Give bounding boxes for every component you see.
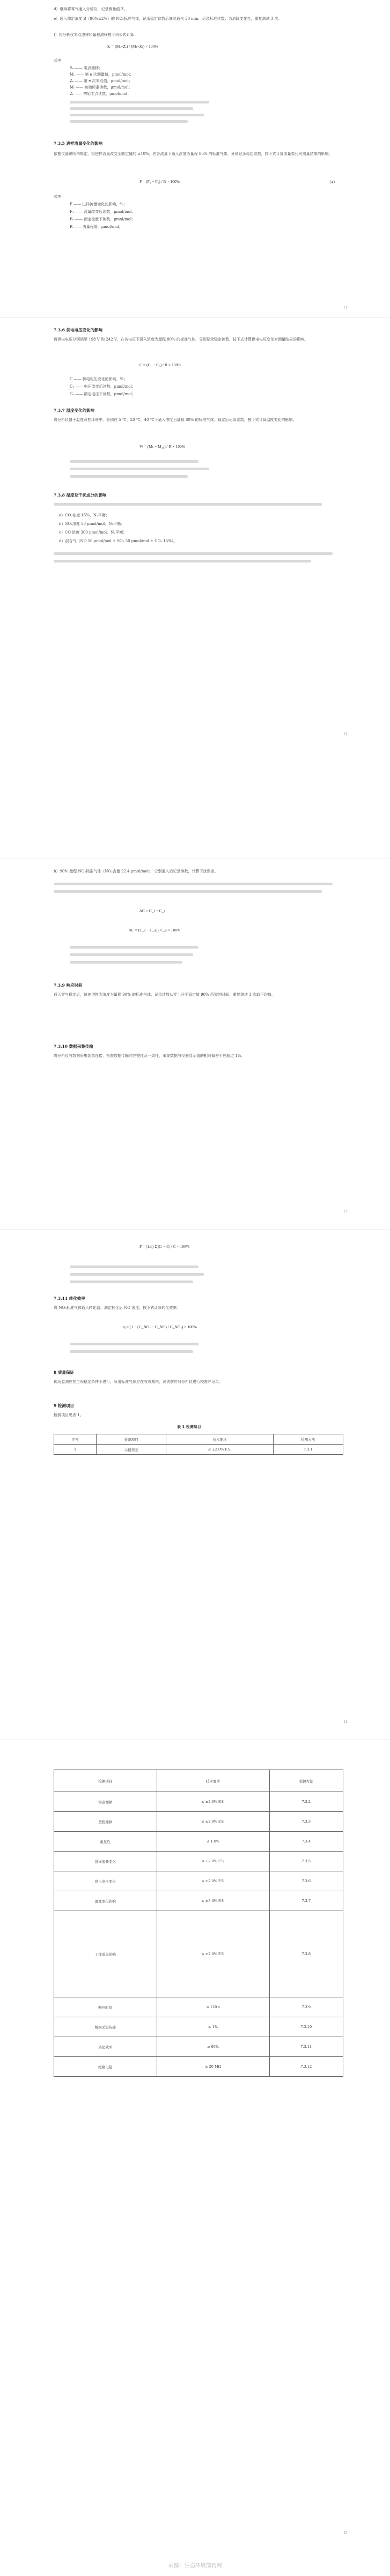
text-line (54, 503, 322, 506)
table-cell: 数据采集传输 (54, 2017, 157, 2037)
table-cell: ≤ ±2.0% F.S. (157, 1812, 269, 1832)
section-paragraph: 依据仪器说明书规定，将进样流量改变至额定值的 ±10%，在各流量下通入浓度为量程 80% 的标准气体，分别记录稳定读数，按下式计算流量变化对测量结果的影响。 (54, 152, 333, 156)
section-paragraph: b）90% 量程 NO₂标准气体（NO₂含量 22.4 μmol/mol），分别通入后记录读数，计算干扰误差。 (54, 869, 218, 874)
table-cell: 7.3.4 (269, 1832, 343, 1852)
table-cell: 7.3.2 (269, 1792, 343, 1812)
table-cell: ≤ 1% (157, 2017, 269, 2037)
formula-6: ΔC = (C_i − C_s) / C_s × 100% (129, 928, 181, 932)
page-number: 12 (343, 732, 348, 736)
text-line (70, 101, 209, 103)
source-watermark: 来源：生态环境部官网 (168, 2563, 222, 2569)
formula-7: P = (1/n) Σ |Cᵢ − C̄| / C̄ × 100% (139, 1244, 190, 1249)
table-cell: ≤ ±2.0% F.S. (157, 1871, 269, 1891)
page-divider (0, 1229, 390, 1230)
section-heading: 7.3.6 供电电压变化的影响 (54, 328, 102, 332)
where-label: 式中： (54, 195, 65, 199)
where-item: F —— 进样流量变化的影响，%； (70, 202, 127, 206)
table-cell: ≤ ±2.0% F.S. (157, 1852, 269, 1871)
page-divider (0, 317, 390, 318)
page-number: 14 (343, 1720, 348, 1724)
table-header-cell: 序号 (54, 1434, 97, 1445)
table-row (54, 1832, 343, 1852)
table-row (54, 1445, 343, 1455)
document-page-5 (0, 1743, 390, 2547)
table-cell: 7.3.9 (269, 1997, 343, 2017)
section-heading: 7.3.7 温度变化的影响 (54, 408, 94, 413)
document-page-2 (0, 320, 390, 749)
table-cell: 响应时间 (54, 1997, 157, 2017)
section-heading: 9 检测项目 (54, 1403, 74, 1408)
table-cell: 7.3.12 (269, 2057, 343, 2077)
item-e: e）通入测定浓度 B（90%±2%）的 NO₂标准气体，记录稳定读数后继续通气 30 min，记录标准读数；为消除变化性，重复测试 3 次。 (54, 17, 282, 21)
table-cell: 7.3.5 (269, 1852, 343, 1871)
table-cell: 重复性 (54, 1832, 157, 1852)
text-line (70, 468, 209, 470)
table-row (54, 2057, 343, 2077)
table-cell: ≤ 120 s (157, 1997, 269, 2017)
table-cell: 量程漂移 (54, 1812, 157, 1832)
text-line (70, 460, 198, 463)
section-heading: 7.3.8 湿度及干扰成分的影响 (54, 493, 107, 498)
text-line (70, 107, 193, 110)
table-cell: 供电电压变化 (54, 1871, 157, 1891)
section-heading: 8 质量保证 (54, 1370, 74, 1375)
table-cell: 绝缘电阻 (54, 2057, 157, 2077)
table-cell: 7.3.6 (269, 1871, 343, 1891)
table-header-row (54, 1434, 343, 1445)
item-d: d）继续将零气通入分析仪，记录测量值 Z。 (54, 7, 128, 11)
table-cell: ≤ ±2.0% F.S. (166, 1445, 273, 1455)
table-cell: 转化效率 (54, 2037, 157, 2057)
formula-5: ΔC = C_i − C_s (139, 908, 166, 913)
where-item: F₁ —— 流量改变后读数，μmol/mol； (70, 210, 136, 214)
table-header-cell: 技术要求 (166, 1434, 273, 1445)
text-line (70, 475, 188, 478)
section-paragraph: 检测项目见表 1。 (54, 1413, 84, 1417)
table-row (54, 2017, 343, 2037)
page-divider (0, 1739, 390, 1740)
table-cell: 示值误差 (97, 1445, 166, 1455)
where-item: C —— 供电电压变化的影响，%； (70, 377, 128, 381)
table-1 (54, 1434, 343, 1455)
table-header-row (54, 1770, 343, 1792)
formula-2: F = (F₁ − F₀) / R × 100% (139, 179, 180, 184)
formula-8: η = (1 − (C_NO₂ − C_NO) / C_NO₂) × 100% (123, 1324, 197, 1329)
text-line (54, 552, 333, 555)
table-cell: 7.3.8 (269, 1911, 343, 1997)
table-caption: 表 1 检测项目 (177, 1424, 201, 1429)
item-f: f）将分析仪零点漂移和量程漂移按下列公式计算： (54, 33, 138, 37)
section-paragraph: 通入零气稳定后，快速切换为浓度为量程 90% 的标准气体，记录读数从零上升至稳定值 90% 所需的时间，重复测试 3 次取平均值。 (54, 993, 275, 997)
section-paragraph: 现场监测应在工况稳定条件下进行，所用标准气体应在有效期内，测试前应对分析仪进行校准并记录。 (54, 1380, 223, 1384)
text-line (54, 883, 333, 885)
table-header-cell: 检测项目 (97, 1434, 166, 1445)
table-cell: ≤ 1.0% (157, 1832, 269, 1852)
list-item: b）SO₂浓度 50 μmol/mol，N₂平衡； (59, 522, 125, 526)
table-header-cell: 技术要求 (157, 1770, 269, 1792)
table-cell: ≥ 95% (157, 2037, 269, 2057)
where-item: C₀ —— 额定电压下读数，μmol/mol； (70, 392, 136, 396)
list-item: d）混合气（NO 50 μmol/mol + SO₂ 50 μmol/mol + CO₂ 15%）。 (59, 539, 178, 543)
text-line (70, 961, 182, 964)
text-line (70, 1265, 198, 1268)
table-header-cell: 检测方法 (273, 1434, 343, 1445)
text-line (70, 120, 188, 123)
page-number: 15 (343, 2531, 348, 2535)
formula-1: Sₑ = (Mₑ−Zₑ) / (Mₜ−Zₜ) × 100% (107, 44, 158, 49)
text-line (70, 1350, 193, 1353)
table-row (54, 2037, 343, 2057)
section-heading: 7.3.9 响应时间 (54, 983, 83, 988)
table-cell: 进样流量变化 (54, 1852, 157, 1871)
page-number: 11 (343, 306, 348, 309)
table-cell: 7.3.1 (273, 1445, 343, 1455)
where-item: C₁ —— 电压改变后读数，μmol/mol； (70, 384, 136, 389)
table-row (54, 1997, 343, 2017)
formula-3: C = (C₁ − C₀) / R × 100% (139, 362, 181, 367)
text-line (54, 560, 311, 562)
text-line (70, 953, 193, 956)
where-item: Zₜ —— 初始零点读数，μmol/mol； (70, 92, 131, 96)
where-item: Mₑ —— 第 e 次测量值，μmol/mol； (70, 72, 134, 77)
table-row (54, 1891, 343, 1911)
formula-4: W = (Mₜ − M₂₀) / R × 100% (139, 444, 185, 449)
section-heading: 7.3.5 进样流量变化的影响 (54, 141, 102, 146)
section-heading: 7.3.11 转化效率 (54, 1296, 85, 1301)
where-item: Zₑ —— 第 e 次零点值，μmol/mol； (70, 79, 133, 83)
text-line (70, 1273, 204, 1276)
text-line (70, 946, 198, 949)
table-row (54, 1812, 343, 1832)
table-header-cell: 检测项目 (54, 1770, 157, 1792)
table-cell: ≤ ±2.0% F.S. (157, 1792, 269, 1812)
table-cell: 7.3.7 (269, 1891, 343, 1911)
where-label: 式中： (54, 58, 65, 63)
section-paragraph: 将分析仪置于温度可控环境中，分别在 5 ℃、20 ℃、40 ℃下通入浓度为量程 80% 的标准气体，稳定后记录读数，按下式计算温度变化的影响。 (54, 418, 297, 422)
table-cell: 温度变化影响 (54, 1891, 157, 1911)
table-cell: ≤ ±2.0% F.S. (157, 1911, 269, 1997)
table-cell: 1 (54, 1445, 97, 1455)
list-item: c）CO 浓度 300 μmol/mol，N₂平衡； (59, 530, 127, 535)
table-row (54, 1871, 343, 1891)
section-paragraph: 将供电电压分别调至 198 V 和 242 V，在各电压下通入浓度为量程 80% 的标准气体，分别记录稳定读数，按下式计算供电电压变化对测量结果的影响。 (54, 337, 308, 342)
text-line (70, 1280, 193, 1283)
table-row (54, 1852, 343, 1871)
where-item: Mₜ —— 初始标准读数，μmol/mol； (70, 85, 133, 90)
text-line (70, 1343, 198, 1345)
table-cell: ≥ 20 MΩ (157, 2057, 269, 2077)
page-number: 13 (343, 1210, 348, 1213)
document-page-3 (0, 861, 390, 1226)
table-row (54, 1911, 343, 1997)
table-header-cell: 检测方法 (269, 1770, 343, 1792)
table-cell: 干扰成分影响 (54, 1911, 157, 1997)
where-item: R —— 满量程值，μmol/mol。 (70, 225, 123, 229)
list-item: a）CO₂浓度 15%，N₂平衡； (59, 513, 109, 517)
where-item: F₀ —— 额定流量下读数，μmol/mol； (70, 217, 136, 221)
table-cell: 7.3.3 (269, 1812, 343, 1832)
table-cell: 零点漂移 (54, 1792, 157, 1812)
section-heading: 7.3.10 数据采集传输 (54, 1044, 93, 1049)
table-2 (54, 1770, 343, 2077)
document-page-4 (0, 1232, 390, 1736)
table-cell: 7.3.11 (269, 2037, 343, 2057)
table-cell: ≤ ±3.0% F.S. (157, 1891, 269, 1911)
table-cell: 7.3.10 (269, 2017, 343, 2037)
document-page-1 (0, 0, 390, 316)
where-item: Sₑ —— 零点漂移； (70, 66, 102, 70)
formula-number: （4） (327, 180, 337, 184)
section-paragraph: 将分析仪与数据采集装置连接，检查数据传输的完整性及一致性，采集数据与仪器显示值的相对偏差不应超过 1%。 (54, 1054, 245, 1058)
text-line (70, 114, 204, 116)
section-paragraph: 将 NO₂标准气体通入转化器，测定转化后 NO 浓度，按下式计算转化效率。 (54, 1306, 181, 1310)
text-line (54, 890, 322, 893)
table-row (54, 1792, 343, 1812)
